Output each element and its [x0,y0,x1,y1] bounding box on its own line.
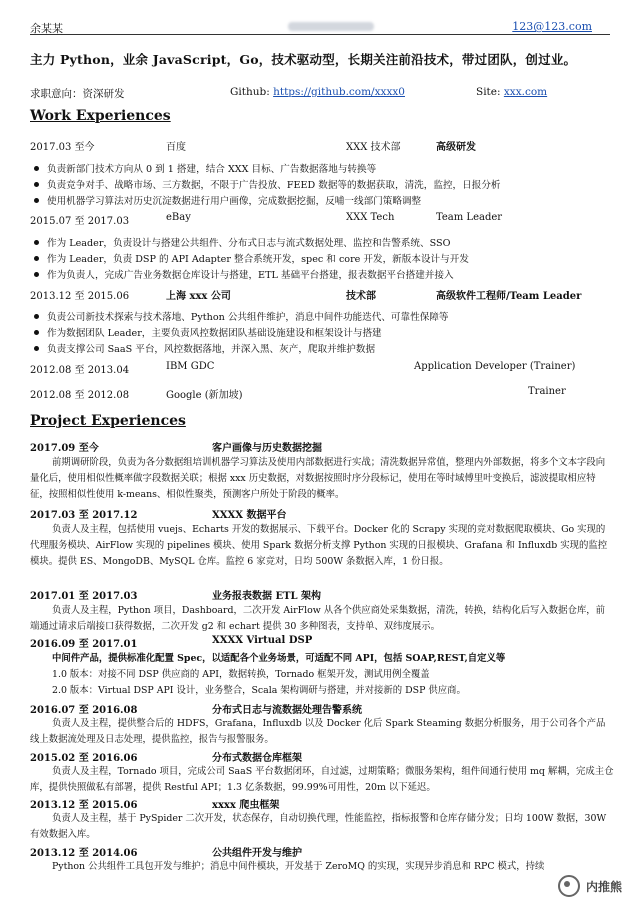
github-row [230,86,405,98]
job-bullet: 作为数据团队 Leader，主要负责风控数据团队基础设施建设和框架设计与搭建 [34,325,382,339]
project-period: 2017.09 至今 [30,443,99,454]
project-period: 2017.01 至 2017.03 [30,591,138,602]
watermark-text: 内推熊 [585,879,622,894]
job-dept: 技术部 [346,291,376,302]
project-period: 2013.12 至 2015.06 [30,800,138,811]
job-row [30,212,620,226]
bullet-icon [34,314,39,319]
job-bullet: 作为负责人，完成广告业务数据仓库设计与搭建，ETL 基础平台搭建，报表数据平台搭建并接入 [34,267,454,281]
project-desc: 2.0 版本：Virtual DSP API 设计，业务整合，Scala 架构调研与搭建，并对接新的 DSP 供应商。 [52,685,466,696]
site-label: Site: [476,86,501,98]
job-period: 2012.08 至 2013.04 [30,365,130,376]
project-desc: Python 公共组件工具包开发与维护；消息中间件模块，开发基于 ZeroMQ 的实现，实现异步消息和 RPC 模式，持续 [52,861,545,872]
job-period: 2013.12 至 2015.06 [30,291,130,302]
job-bullet: 负责新部门技术方向从 0 到 1 搭建，结合 XXX 目标、广告数据落地与转换等 [34,161,376,175]
project-desc: 前期调研阶段，负责为各分数据组培训机器学习算法及使用内部数据进行实战；清洗数据异常值，整理内外部数据，将多个文本字段向量化后，使用相似性概率做字段数据关联；根据 xxx 历史数据，对数据按照时序分段标记，使用在等时域傅里叶变换后，滤波提取相应特征，按照相似性使用 k-means、相似性聚类，预测客户所处于阶段的概率。 [30,457,606,500]
wechat-logo-icon [558,875,580,897]
job-row [30,138,620,152]
bullet-icon [34,166,39,171]
headline: 主力 Python，业余 JavaScript，Go，技术驱动型，长期关注前沿技术，带过团队，创过业。 [30,52,577,67]
job-row [30,386,620,400]
job-bullet: 作为 Leader，负责设计与搭建公共组件、分布式日志与流式数据处理、监控和告警系统、SSO [34,235,450,249]
job-period: 2015.07 至 2017.03 [30,216,130,227]
job-dept: XXX Tech [346,212,395,223]
job-role: Trainer [528,386,566,397]
resume-header [30,18,610,35]
project-section-title: Project Experiences [30,413,186,429]
job-period: 2017.03 至今 [30,142,95,153]
bullet-icon [34,198,39,203]
work-section-title: Work Experiences [30,108,171,124]
candidate-name: 余某某 [30,22,63,35]
job-intent: 求职意向：资深研发 [30,88,125,100]
project-name: XXXX Virtual DSP [212,635,313,646]
project-row [30,506,620,520]
project-row [30,701,620,715]
bullet-icon [34,272,39,277]
project-row [30,635,620,649]
project-desc: 负责人及主程，包括使用 vuejs、Echarts 开发的数据展示、下载平台。Docker 化的 Scrapy 实现的竞对数据爬取模块、Go 实现的代理服务模块、AirFlow 实现的 pipelines 模块、使用 Spark 数据分析支撑 Python 实现的日报模块、Grafana 和 Influxdb 实现的监控模块。提供 ES、MongoDB、MySQL 仓库。监控 6 家竞对，日均 500W 条数据入库，1 份日报。 [30,524,608,567]
site-row [476,86,547,98]
project-name: 分布式数据仓库框架 [212,753,302,764]
project-row [30,796,620,810]
project-desc: 负责人及主程，Python 项目，Dashboard，二次开发 AirFlow 从各个供应商处采集数据，清洗，转换，结构化后写入数据仓库，前端通过请求后端接口获得数据，二次开发 g2 和 echart 提供 30 多种图表，支持单、双纬度展示。 [30,605,606,632]
job-role: 高级软件工程师/Team Leader [436,291,582,302]
job-company: eBay [166,212,191,223]
project-desc: 负责人及主程，Tornado 项目，完成公司 SaaS 平台数据闭环，自过滤，过期策略；微服务架构，组件间通行使用 mq 解耦，完成主仓库，提供快照做私有部署，提供 Restful API；1.3 亿条数据，99.99%可用性，20m 以下延迟。 [30,766,614,793]
project-period: 2016.07 至 2016.08 [30,705,138,716]
job-company: 百度 [166,142,186,153]
bullet-icon [34,330,39,335]
project-name: xxxx 爬虫框架 [212,800,280,811]
project-desc: 1.0 版本：对接不同 DSP 供应商的 API，数据转换，Tornado 框架开发，测试用例全覆盖 [52,669,430,680]
github-label: Github: [230,86,270,98]
job-bullet: 负责竞争对手、战略市场、三方数据，不限于广告投放、FEED 数据等的数据获取，清洗，监控，日报分析 [34,177,501,191]
project-period: 2015.02 至 2016.06 [30,753,138,764]
watermark [558,875,622,897]
github-link[interactable]: https://github.com/xxxx0 [273,86,405,98]
project-period: 2013.12 至 2014.06 [30,848,138,859]
project-name: XXXX 数据平台 [212,510,287,521]
project-name: 客户画像与历史数据挖掘 [212,443,322,454]
bullet-icon [34,256,39,261]
job-dept: XXX 技术部 [346,142,401,153]
job-company: 上海 xxx 公司 [166,291,231,302]
job-bullet: 使用机器学习算法对历史沉淀数据进行用户画像，完成数据挖掘，反哺一线部门策略调整 [34,193,421,207]
project-row [30,749,620,763]
job-period: 2012.08 至 2012.08 [30,390,130,401]
job-role: 高级研发 [436,142,476,153]
job-bullet: 负责支撑公司 SaaS 平台，风控数据落地，并深入黑、灰产，爬取并维护数据 [34,341,375,355]
project-row [30,587,620,601]
job-bullet: 负责公司新技术探索与技术落地、Python 公共组件维护，消息中间件功能迭代、可靠性保障等 [34,309,448,323]
bullet-icon [34,346,39,351]
site-link[interactable]: xxx.com [503,86,548,98]
project-desc: 负责人及主程，基于 PySpider 二次开发，状态保存，自动切换代理，性能监控，指标报警和仓库存储分发；日均 100W 数据，30W 有效数据入库。 [30,813,607,840]
redacted-phone [288,22,374,31]
project-subtitle: 中间件产品，提供标准化配置 Spec，以适配各个业务场景，可适配不同 API，包括 SOAP,REST,自定义等 [52,653,506,664]
project-name: 公共组件开发与维护 [212,848,302,859]
project-period: 2016.09 至 2017.01 [30,639,138,650]
job-row [30,287,620,301]
job-company: Google (新加坡) [166,390,243,401]
project-desc: 负责人及主程，提供整合后的 HDFS，Grafana，Influxdb 以及 Docker 化后 Spark Steaming 数据分析服务，用于公司各个产品线上数据流处理及日志处理，提供监控，报告与报警服务。 [30,718,606,745]
job-bullet: 作为 Leader，负责 DSP 的 API Adapter 整合系统开发，spec 和 core 开发，新版本设计与开发 [34,251,469,265]
project-period: 2017.03 至 2017.12 [30,510,138,521]
project-name: 业务报表数据 ETL 架构 [212,591,322,602]
project-name: 分布式日志与流数据处理告警系统 [212,705,362,716]
email-link[interactable]: 123@123.com [512,20,592,33]
bullet-icon [34,182,39,187]
job-role: Application Developer (Trainer) [414,361,576,372]
job-row [30,361,620,375]
project-row [30,439,620,453]
project-row [30,844,620,858]
bullet-icon [34,240,39,245]
job-role: Team Leader [436,212,503,223]
job-company: IBM GDC [166,361,215,372]
